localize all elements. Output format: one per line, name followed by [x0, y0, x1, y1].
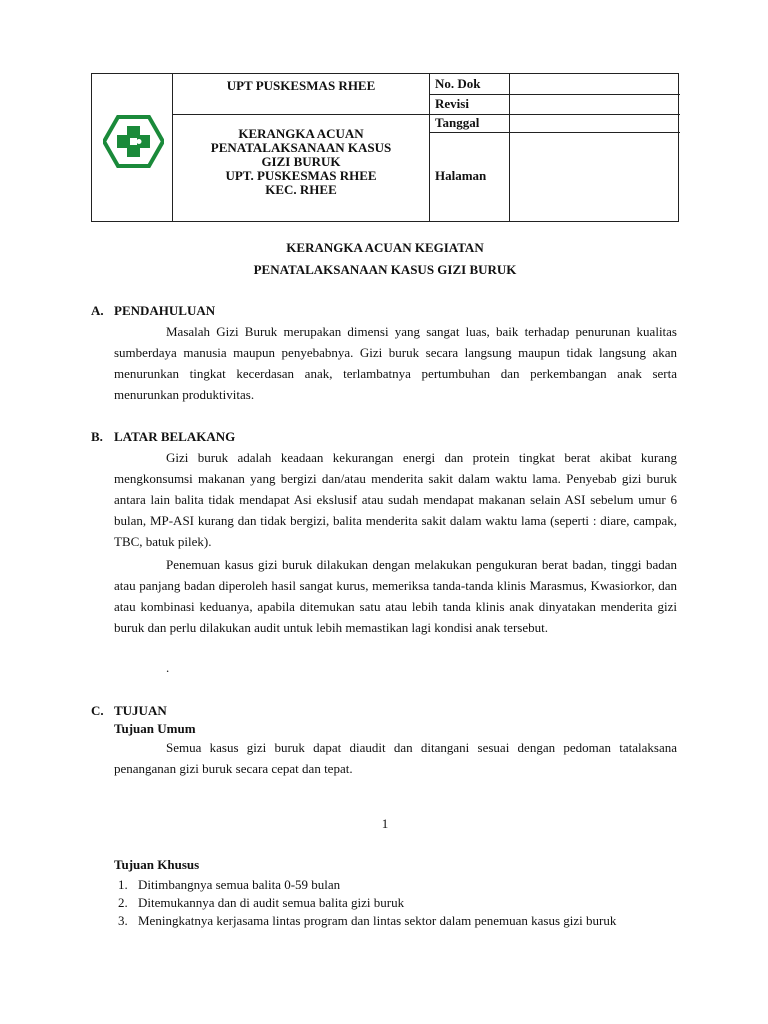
section-letter: C. — [91, 703, 104, 718]
paragraph-text: Gizi buruk adalah keadaan kekurangan energi dan protein tingkat berat akibat kurang mengkonsumsi makanan yang bergizi dan/atau menderita sakit dalam waktu lama. Penyebab gizi buruk antara lain balita tidak mendapat Asi ekslusif atau sudah mendapat makanan selain ASI sebelum umur 6 bulan, MP-ASI kurang dan tidak bergizi, balita menderita sakit dalam waktu lama (seperti : diare, campak, TBC, batuk pilek). — [114, 450, 677, 549]
stray-dot: . — [166, 660, 170, 675]
section-a-heading — [91, 303, 215, 319]
tanggal-label: Tanggal — [435, 115, 480, 130]
list-item-number: 3. — [118, 913, 128, 928]
list-item-text: Ditemukannya dan di audit semua balita gizi buruk — [138, 895, 405, 910]
header-document-title — [172, 127, 430, 197]
header-divider — [429, 94, 680, 95]
list-item-text: Meningkatnya kerjasama lintas program dan lintas sektor dalam penemuan kasus gizi buruk — [138, 913, 617, 928]
page-number: 1 — [381, 816, 389, 831]
section-b-paragraph-1 — [114, 447, 677, 552]
paragraph-text: Masalah Gizi Buruk merupakan dimensi yang sangat luas, baik terhadap penurunan kualitas sumberdaya manusia maupun penyebabnya. Gizi buruk secara langsung maupun tidak langsung akan menurunkan tingkat kecerdasan anak, terlambatnya pertumbuhan dan perkembangan anak serta menurunkan produktivitas. — [114, 324, 677, 402]
paragraph-text: Penemuan kasus gizi buruk dilakukan dengan melakukan pengukuran berat badan, tinggi badan atau panjang badan diperoleh hasil sangat kurus, memeriksa tanda-tanda klinis Marasmus, Kwasiorkor, dan atau kombinasi keduanya, apabila ditemukan satu atau lebih tanda klinis anak dinyatakan menderita gizi buruk dan perlu dilakukan audit untuk lebih memastikan lagi kondisi anak tersebut. — [114, 557, 677, 635]
section-a-paragraph — [114, 321, 677, 405]
document-header-table — [91, 73, 679, 222]
paragraph-text: Semua kasus gizi buruk dapat diaudit dan ditangani sesuai dengan pedoman tatalaksana penanganan gizi buruk secara cepat dan tepat. — [114, 740, 677, 776]
list-item — [114, 912, 677, 930]
section-letter: B. — [91, 429, 103, 444]
list-item — [114, 876, 677, 894]
list-item-number: 1. — [118, 877, 128, 892]
list-item-number: 2. — [118, 895, 128, 910]
revisi-label: Revisi — [435, 96, 469, 111]
header-title-line: KEC. RHEE — [265, 182, 337, 197]
tujuan-khusus-list — [114, 876, 677, 930]
section-b-paragraph-2 — [114, 554, 677, 638]
halaman-label: Halaman — [435, 168, 487, 183]
tujuan-khusus-heading: Tujuan Khusus — [114, 857, 200, 872]
header-title-line: UPT. PUSKESMAS RHEE — [225, 168, 377, 183]
section-c-heading — [91, 703, 167, 719]
list-item-text: Ditimbangnya semua balita 0-59 bulan — [138, 877, 341, 892]
section-letter: A. — [91, 303, 104, 318]
doc-title-line1: KERANGKA ACUAN KEGIATAN — [286, 240, 484, 255]
header-title-line: GIZI BURUK — [261, 154, 341, 169]
section-b-heading — [91, 429, 235, 445]
tujuan-umum-heading: Tujuan Umum — [114, 721, 196, 736]
doc-title-line2: PENATALAKSANAAN KASUS GIZI BURUK — [253, 262, 517, 277]
header-divider — [509, 74, 510, 221]
section-title: PENDAHULUAN — [114, 303, 216, 318]
header-divider — [429, 132, 680, 133]
section-title: TUJUAN — [114, 703, 167, 718]
puskesmas-cross-logo — [103, 115, 164, 168]
section-title: LATAR BELAKANG — [114, 429, 236, 444]
header-title-line: PENATALAKSANAAN KASUS — [210, 140, 392, 155]
tujuan-umum-paragraph — [114, 737, 677, 779]
header-divider — [172, 114, 680, 115]
no-dok-label: No. Dok — [435, 76, 481, 91]
organization-name: UPT PUSKESMAS RHEE — [226, 78, 376, 93]
list-item — [114, 894, 677, 912]
header-title-line: KERANGKA ACUAN — [238, 126, 364, 141]
